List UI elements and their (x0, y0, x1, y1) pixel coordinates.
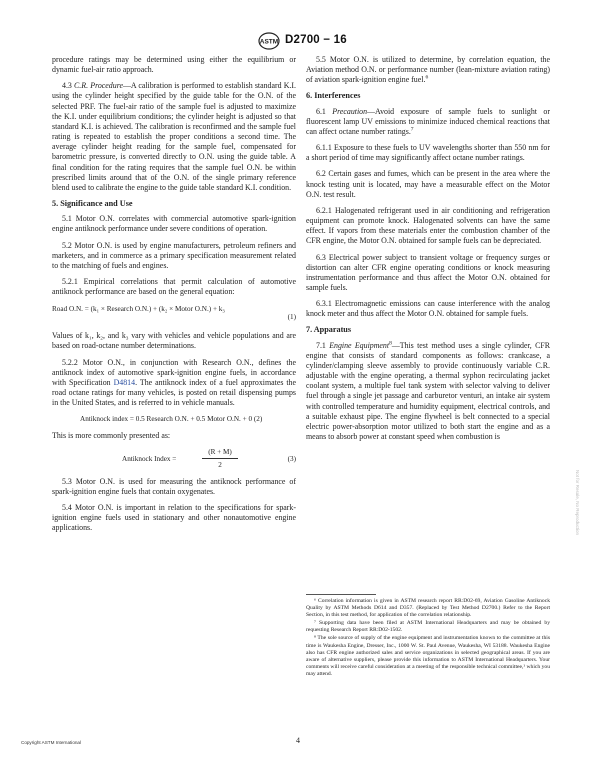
section-heading-5: 5. Significance and Use (52, 199, 133, 209)
section-5-4: 5.4 Motor O.N. is important in relation to the specifications for spark-ignition engine fuels used in stationary and other nonautomotive engine applications. (52, 503, 296, 533)
equation-2: Antiknock index = 0.5 Research O.N. + 0.5 Motor O.N. + 0 (2) (80, 415, 263, 424)
section-5-2-1: 5.2.1 Empirical correlations that permit calculation of automotive antiknock performance are based on the general equation: (52, 276, 296, 297)
section-6-3: 6.3 Electrical power subject to transient voltage or frequency surges or distortion can alter CFR engine operating conditions or knock measuring instrumentation performance and thus affect the Motor O.N. obtained for sample fuels. (306, 252, 550, 292)
section-5-1: 5.1 Motor O.N. correlates with commercial automotive spark-ignition engine antiknock performance under severe conditions of operation. (52, 214, 296, 234)
right-column (306, 55, 550, 448)
equation-1: Road O.N. = (k₁ × Research O.N.) + (k₂ × Motor O.N.) + k₃ (1) (52, 305, 296, 322)
footnote-8: ⁸ The sole source of supply of the engine equipment and instrumentation known to the committee at this time is Waukesha Engine, Dresser, Inc., 1000 W. St. Paul Avenue, Waukesha, WI 53188. Waukesha Engine also has CFR engine authorized sales and service organizations in selected geographical areas. If you are aware of alternative suppliers, please provide this information to ASTM International Headquarters. Your comments will receive careful consideration at a meeting of the responsible technical committee,¹ which you may attend. (306, 635, 550, 677)
section-6-2: 6.2 Certain gases and fumes, which can be present in the area where the knock testing unit is located, may have a measurable effect on the Motor O.N. test result. (306, 169, 550, 199)
section-5-2: 5.2 Motor O.N. is used by engine manufacturers, petroleum refiners and marketers, and in commerce as a primary specification measurement related to the matching of fuels and engines. (52, 240, 296, 270)
section-heading-6: 6. Interferences (306, 91, 361, 101)
section-6-3-1: 6.3.1 Electromagnetic emissions can cause interference with the analog knock meter and thus affect the Motor O.N. obtained for sample fuels. (306, 299, 550, 319)
specification-link[interactable]: D4814 (113, 377, 136, 387)
section-5-5: 5.5 Motor O.N. is utilized to determine, by correlation equation, the Aviation method O.N. or performance number (lean-mixture aviation rating) of aviation spark-ignition engine fuel.$^6$ (306, 55, 550, 85)
left-column (52, 55, 296, 539)
footnote-7: ⁷ Supporting data have been filed at ASTM International Headquarters and may be obtained by requesting Research Report RR:D02-1502. (306, 620, 550, 634)
paragraph-values: Values of k₁, k₂, and k₃ vary with vehicles and vehicle populations and are based on road-octane number determinations. (52, 331, 296, 351)
section-5-3: 5.3 Motor O.N. is used for measuring the antiknock performance of spark-ignition engine fuels that contain oxygenates. (52, 476, 296, 496)
section-5-2-2: 5.2.2 Motor O.N., in conjunction with Research O.N., defines the antiknock index of automotive spark-ignition engine fuels, in accordance with Specification D4814. The antiknock index of a fuel approximates the road octane ratings for many vehicles, is posted on retail dispensing pumps in the United States, and is referred to in vehicle manuals. (52, 357, 296, 408)
astm-logo-icon (258, 32, 280, 50)
paragraph-common: This is more commonly presented as: (52, 430, 171, 440)
section-6-1: 6.1 Precaution—Avoid exposure of sample fuels to sunlight or fluorescent lamp UV emissions to minimize induced chemical reactions that can affect octane number ratings.$^7$ (306, 106, 550, 136)
page-header (0, 32, 600, 52)
footnotes (306, 594, 550, 679)
footnote-6: ⁶ Correlation information is given in ASTM research report RR:D02-69, Aviation Gasoline Antiknock Quality by ASTM Methods D614 and D357. (Replaced by Test Method D2700.) Refer to the Report Section, in this test method, for application of the correlation relationship. (306, 598, 550, 619)
section-7-1: 7.1 Engine Equipment$^8$—This test method uses a single cylinder, CFR engine that consists of standard components as follows: crankcase, a cylinder/clamping sleeve assembly to provide continuously variable C.R. adjustable with the engine operating, a thermal syphon recirculating jacket coolant system, a multiple fuel tank system with selector valving to deliver fuel through a single jet passage and carburetor venturi, an intake air system with controlled temperature and humidity equipment, electrical controls, and a suitable exhaust pipe. The engine flywheel is belt connected to a special electric power-absorption motor utilized to both start the engine and as a means to absorb power at constant speed when combustion is (306, 339, 550, 441)
section-4-3: 4.3 C.R. Procedure—A calibration is performed to establish standard K.I. using the cylinder height specified by the guide table for the O.N. of the selected PRF. The fuel-air ratio of the sample fuel is adjusted to maximize the K.I. under equilibrium conditions; the cylinder height is adjusted so that standard K.I. is achieved. The calibration is reconfirmed and the sample fuel rating is repeated to establish the proper conditions a second time. The average cylinder height reading for the sample fuel, compensated for barometric pressure, is converted directly to O.N. using the guide table. A final condition for the rating requires that the sample fuel O.N. be within prescribed limits around that of the O.N. of the single primary reference blend used to calibrate the engine to the guide table standard K.I. condition. (52, 81, 296, 192)
section-6-2-1: 6.2.1 Halogenated refrigerant used in air conditioning and refrigeration equipment can promote knock. Halogenated solvents can have the same effect. If vapors from these materials enter the combustion chamber of the CFR engine, the Motor O.N. obtained for sample fuels can be depreciated. (306, 205, 550, 246)
footnote-divider (306, 594, 376, 595)
copyright-notice: Copyright ASTM International (21, 740, 82, 745)
document-id: D2700 − 16 (285, 34, 347, 46)
paragraph: procedure ratings may be determined using either the equilibrium or dynamic fuel-air ratio approach. (52, 55, 296, 75)
equation-3: Antiknock Index = $\frac{(R + M)}{2}$ (3) (122, 447, 296, 469)
section-heading-7: 7. Apparatus (306, 325, 352, 335)
svg-text:ASTM: ASTM (259, 38, 279, 46)
section-6-1-1: 6.1.1 Exposure to these fuels to UV wavelengths shorter than 550 nm for a short period of time may significantly affect octane number ratings. (306, 143, 550, 163)
side-watermark: Not for Resale, No Reproduction (575, 470, 580, 536)
page-number: 4 (296, 736, 300, 745)
